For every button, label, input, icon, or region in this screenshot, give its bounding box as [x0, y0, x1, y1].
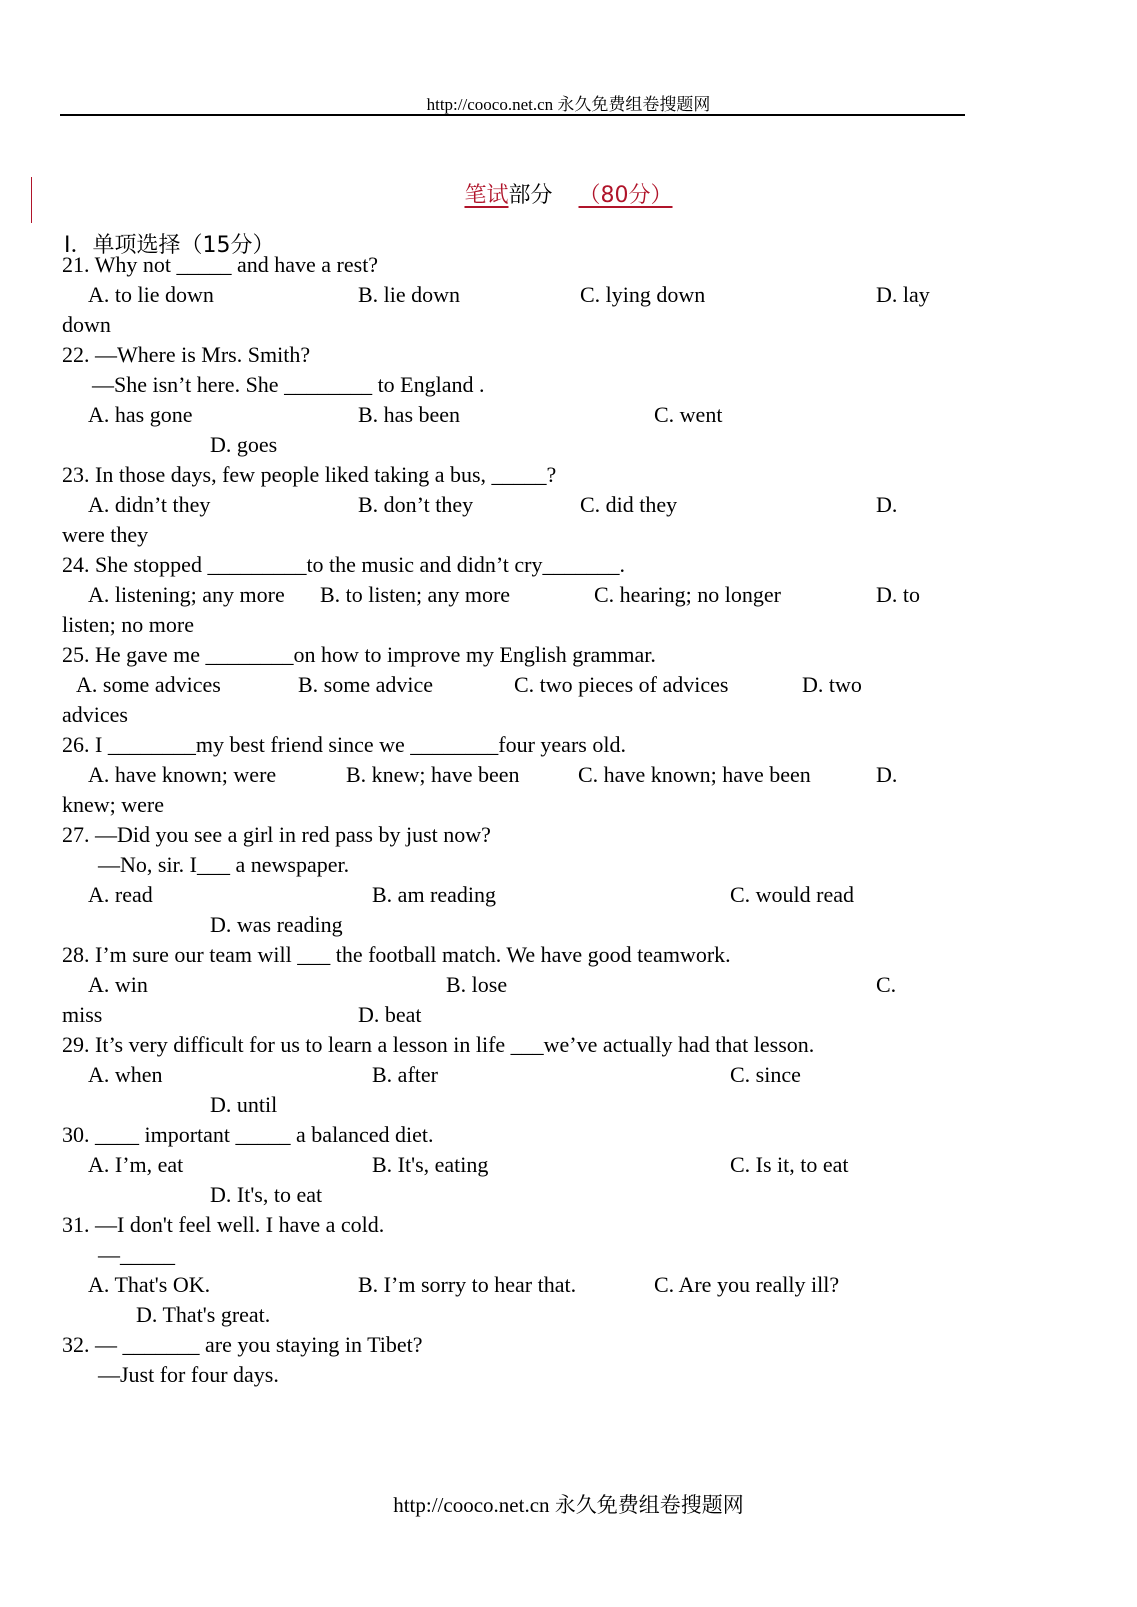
- q29-option-a: A. when: [88, 1062, 163, 1087]
- q31-option-d: D. That's great.: [136, 1302, 271, 1327]
- q23-stem: 23. In those days, few people liked taking a bus, _____?: [62, 462, 557, 487]
- q30-option-a: A. I’m, eat: [88, 1152, 184, 1177]
- q25-option-a: A. some advices: [76, 672, 221, 697]
- q26-option-d: D.: [876, 762, 898, 787]
- q30-option-c: C. Is it, to eat: [730, 1152, 849, 1177]
- q27-stem: 27. —Did you see a girl in red pass by just now?: [62, 822, 491, 847]
- q27-stem-reply: —No, sir. I___ a newspaper.: [98, 852, 350, 877]
- q23-option-d-cont: were they: [62, 522, 149, 547]
- title-written: 笔试: [464, 183, 509, 208]
- q28-option-b: B. lose: [446, 972, 508, 997]
- q22-option-c: C. went: [654, 402, 723, 427]
- q26-option-a: A. have known; were: [88, 762, 277, 787]
- q26-option-d-cont: knew; were: [62, 792, 165, 817]
- q22-option-a: A. has gone: [88, 402, 193, 427]
- section-heading: I．单项选择（15分）: [64, 233, 275, 258]
- q27-option-c: C. would read: [730, 882, 855, 907]
- q32-stem-reply: —Just for four days.: [98, 1362, 279, 1387]
- q27-option-a: A. read: [88, 882, 153, 907]
- q31-option-b: B. I’m sorry to hear that.: [358, 1272, 577, 1297]
- q29-option-b: B. after: [372, 1062, 438, 1087]
- title-part: 部分: [508, 183, 553, 208]
- q28-option-c: C.: [876, 972, 897, 997]
- q30-option-b: B. It's, eating: [372, 1152, 489, 1177]
- q29-option-c: C. since: [730, 1062, 801, 1087]
- q31-stem-reply: —_____: [98, 1242, 175, 1267]
- q23-option-b: B. don’t they: [358, 492, 474, 517]
- q26-option-c: C. have known; have been: [578, 762, 811, 787]
- q25-option-c: C. two pieces of advices: [514, 672, 729, 697]
- q25-option-d-cont: advices: [62, 702, 128, 727]
- q31-stem: 31. —I don't feel well. I have a cold.: [62, 1212, 385, 1237]
- q26-stem: 26. I ________my best friend since we ________four years old.: [62, 732, 626, 757]
- page-footer-url: http://cooco.net.cn 永久免费组卷搜题网: [393, 1493, 744, 1517]
- q24-option-c: C. hearing; no longer: [594, 582, 781, 607]
- q30-stem: 30. ____ important _____ a balanced diet.: [62, 1122, 434, 1147]
- q28-option-c-cont: miss: [62, 1002, 103, 1027]
- q24-stem: 24. She stopped _________to the music and didn’t cry_______.: [62, 552, 625, 577]
- title-score: （80分）: [578, 183, 673, 208]
- q21-option-a: A. to lie down: [88, 282, 214, 307]
- q21-option-c: C. lying down: [580, 282, 706, 307]
- q28-stem: 28. I’m sure our team will ___ the football match. We have good teamwork.: [62, 942, 731, 967]
- q22-option-d: D. goes: [210, 432, 278, 457]
- q21-option-d: D. lay: [876, 282, 930, 307]
- q23-option-a: A. didn’t they: [88, 492, 211, 517]
- q21-stem: 21. Why not _____ and have a rest?: [62, 252, 379, 277]
- q25-option-b: B. some advice: [298, 672, 434, 697]
- q23-option-d: D.: [876, 492, 898, 517]
- page-title: [0, 178, 1137, 209]
- q31-option-c: C. Are you really ill?: [654, 1272, 840, 1297]
- q23-option-c: C. did they: [580, 492, 678, 517]
- q22-stem-reply: —She isn’t here. She ________ to England .: [92, 372, 485, 397]
- q26-option-b: B. knew; have been: [346, 762, 520, 787]
- q31-option-a: A. That's OK.: [88, 1272, 211, 1297]
- header-divider: [60, 114, 965, 116]
- q29-stem: 29. It’s very difficult for us to learn a lesson in life ___we’ve actually had that lesson.: [62, 1032, 815, 1057]
- q27-option-b: B. am reading: [372, 882, 497, 907]
- q22-stem: 22. —Where is Mrs. Smith?: [62, 342, 311, 367]
- q25-stem: 25. He gave me ________on how to improve my English grammar.: [62, 642, 656, 667]
- q24-option-d-cont: listen; no more: [62, 612, 194, 637]
- q28-option-d: D. beat: [358, 1002, 422, 1027]
- q28-option-a: A. win: [88, 972, 148, 997]
- q21-option-b: B. lie down: [358, 282, 461, 307]
- q22-option-b: B. has been: [358, 402, 461, 427]
- q24-option-a: A. listening; any more: [88, 582, 285, 607]
- q32-stem: 32. — _______ are you staying in Tibet?: [62, 1332, 423, 1357]
- q27-option-d: D. was reading: [210, 912, 343, 937]
- q29-option-d: D. until: [210, 1092, 278, 1117]
- page-header-url: http://cooco.net.cn 永久免费组卷搜题网: [426, 95, 711, 114]
- q21-option-d-cont: down: [62, 312, 111, 337]
- q30-option-d: D. It's, to eat: [210, 1182, 323, 1207]
- q24-option-d: D. to: [876, 582, 920, 607]
- q25-option-d: D. two: [802, 672, 862, 697]
- q24-option-b: B. to listen; any more: [320, 582, 511, 607]
